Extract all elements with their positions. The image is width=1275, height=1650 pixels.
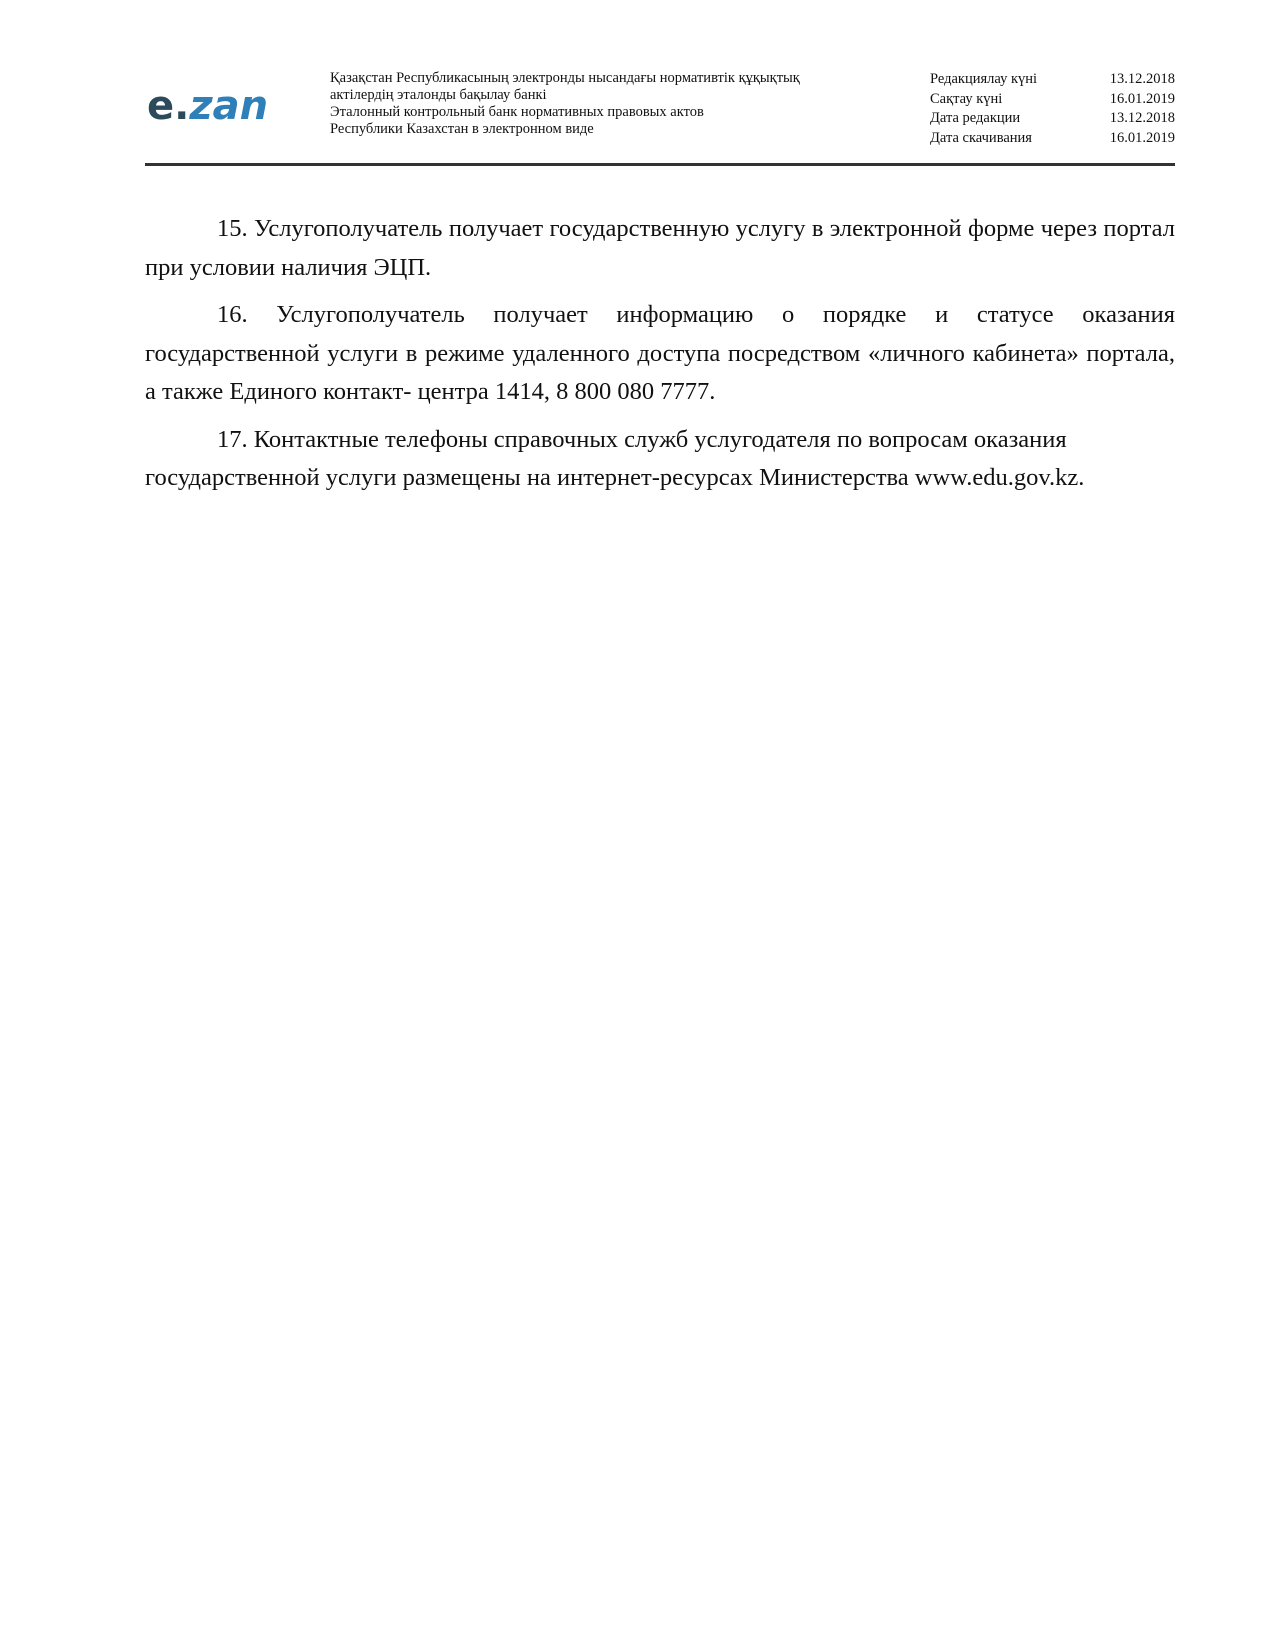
date-label: Дата скачивания [930, 129, 1032, 146]
header-dates [930, 70, 1175, 148]
date-value: 13.12.2018 [1109, 71, 1175, 87]
date-row [930, 70, 1175, 90]
header-desc-line: актілердің эталонды бақылау банкі [330, 87, 547, 103]
logo-zan: zan [189, 83, 269, 129]
header-desc-line: Эталонный контрольный банк нормативных правовых актов [330, 104, 704, 120]
date-row [930, 109, 1175, 129]
date-label: Дата редакции [930, 110, 1021, 126]
document-body [145, 210, 1175, 507]
logo-e: e [147, 83, 175, 129]
document-header [145, 62, 1175, 162]
header-desc-line: Қазақстан Республикасының электронды нысандағы нормативтік құқықтық [330, 70, 800, 86]
date-row [930, 90, 1175, 110]
date-label: Редакциялау күні [930, 71, 1038, 87]
date-label: Сақтау күні [930, 90, 1003, 107]
date-row [930, 129, 1175, 149]
header-description [330, 70, 890, 138]
paragraph-15: 15. Услугополучатель получает государственную услугу в электронной форме через портал при условии наличия ЭЦП. [145, 215, 1175, 281]
header-divider [145, 163, 1175, 166]
paragraph-16: 16. Услугополучатель получает информацию о порядке и статусе оказания государственной услуги в режиме удаленного доступа посредством «личного кабинета» портала, а также Единого контакт- центра 1414, 8 800 080 7777. [145, 301, 1175, 405]
date-value: 16.01.2019 [1109, 90, 1175, 107]
date-value: 13.12.2018 [1109, 110, 1175, 126]
date-value: 16.01.2019 [1109, 129, 1175, 146]
paragraph-17: 17. Контактные телефоны справочных служб услугодателя по вопросам оказания государственной услуги размещены на интернет-ресурсах Министерства www.edu.gov.kz. [145, 425, 1085, 491]
logo-dot: . [174, 83, 190, 129]
header-desc-line: Республики Казахстан в электронном виде [330, 121, 594, 137]
ezan-logo [147, 84, 297, 128]
